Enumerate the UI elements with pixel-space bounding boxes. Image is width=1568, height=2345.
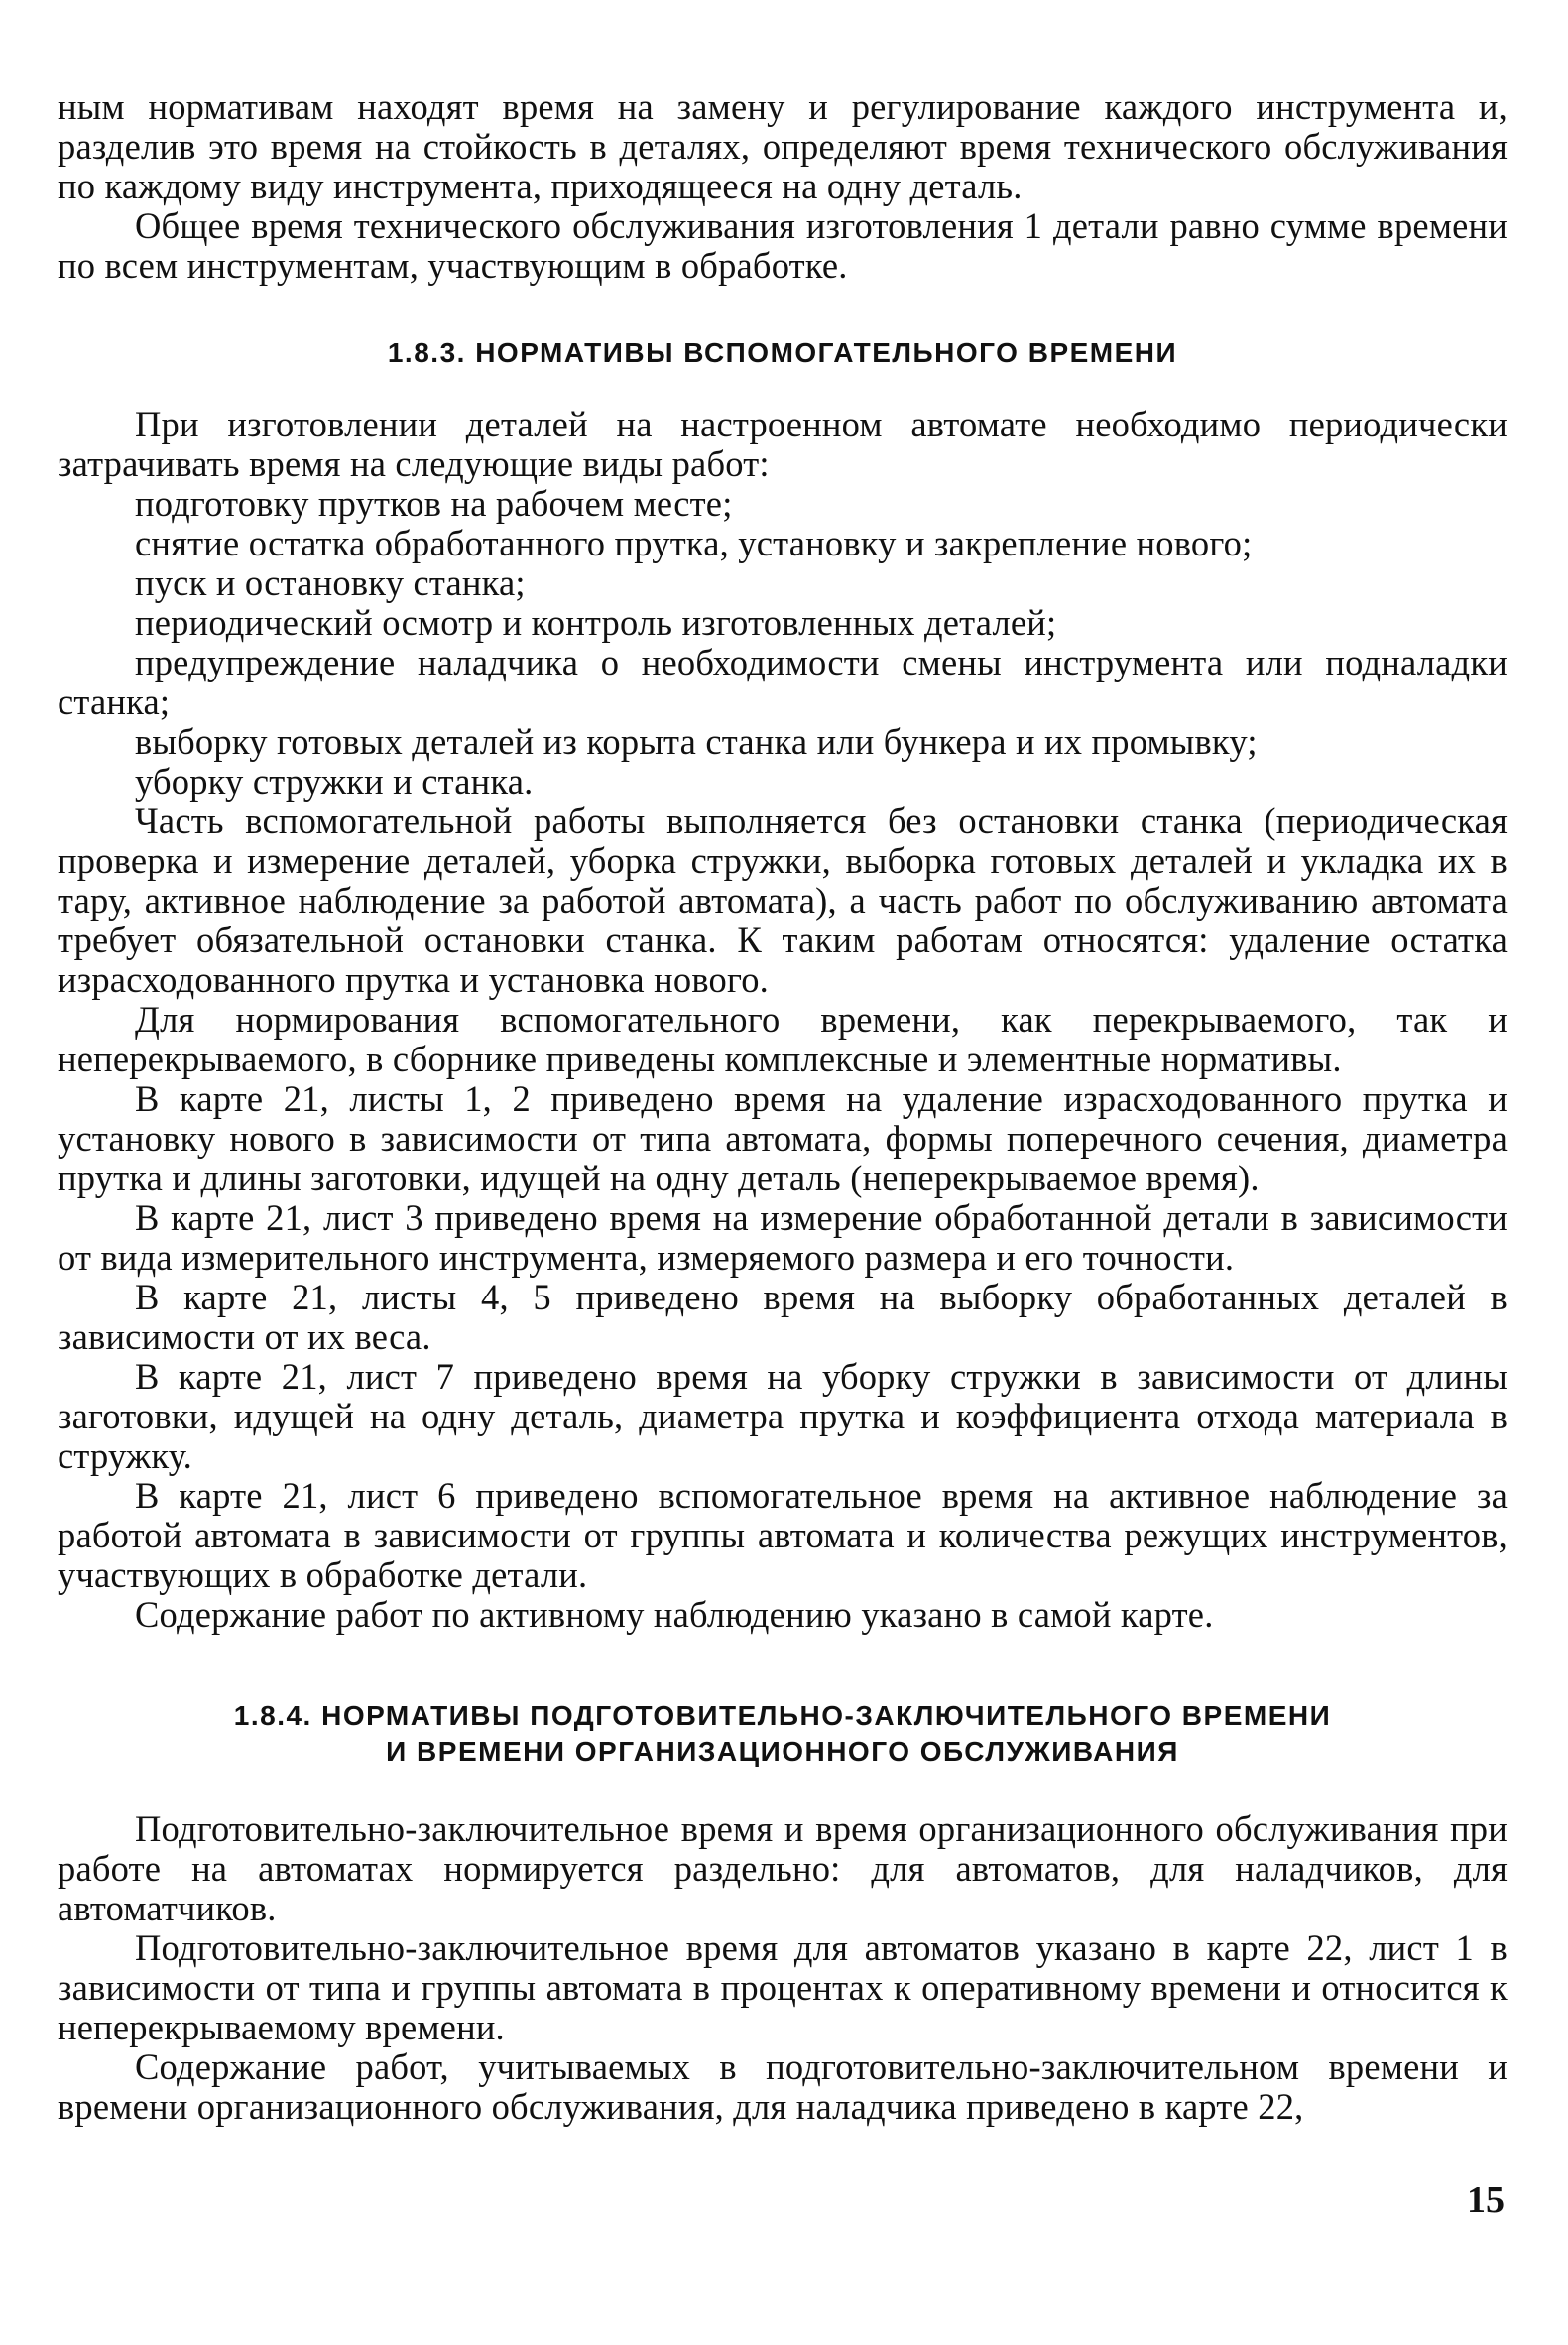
section-heading-line-2: И ВРЕМЕНИ ОРГАНИЗАЦИОННОГО ОБСЛУЖИВАНИЯ [386,1736,1179,1767]
list-item: уборку стружки и станка. [135,761,534,802]
section-184-paragraph: Содержание работ, учитываемых в подготовительно-заключительном времени и времени организационного обслуживания, для наладчика приведено в карте 22, [58,2046,1508,2127]
section-183-paragraph: Содержание работ по активному наблюдению указано в самой карте. [135,1594,1214,1635]
page-body [58,87,1508,2127]
section-183-paragraph: В карте 21, лист 6 приведено вспомогательное время на активное наблюдение за работой автомата в зависимости от группы автомата и количества режущих инструментов, участвующих в обработке детали. [58,1475,1508,1595]
list-item: выборку готовых деталей из корыта станка или бункера и их промывку; [135,721,1258,762]
section-183-paragraph: Часть вспомогательной работы выполняется без остановки станка (периодическая проверка и измерение деталей, уборка стружки, выборка готовых деталей и укладка их в тару, активное наблюдение за работой автомата), а часть работ по обслуживанию автомата требует обязательной остановки станка. К таким работам относятся: удаление остатка израсходованного прутка и установка нового. [58,801,1508,1000]
section-183-paragraph: В карте 21, листы 1, 2 приведено время на удаление израсходованного прутка и установку нового в зависимости от типа автомата, формы поперечного сечения, диаметра прутка и длины заготовки, идущей на одну деталь (неперекрываемое время). [58,1078,1508,1198]
section-183-paragraph: В карте 21, лист 3 приведено время на измерение обработанной детали в зависимости от вида измерительного инструмента, измеряемого размера и его точности. [58,1197,1508,1278]
list-item: периодический осмотр и контроль изготовленных деталей; [135,602,1057,643]
section-183-lead: При изготовлении деталей на настроенном автомате необходимо периодически затрачивать время на следующие виды работ: [58,404,1508,484]
section-heading-1-8-3: 1.8.3. НОРМАТИВЫ ВСПОМОГАТЕЛЬНОГО ВРЕМЕНИ [387,337,1178,368]
list-item: пуск и остановку станка; [135,562,526,603]
list-item: снятие остатка обработанного прутка, установку и закрепление нового; [135,523,1253,563]
section-heading-line-1: 1.8.4. НОРМАТИВЫ ПОДГОТОВИТЕЛЬНО-ЗАКЛЮЧИТЕЛЬНОГО ВРЕМЕНИ [233,1700,1332,1731]
section-heading-1-8-4 [58,1698,1508,1770]
page-number: 15 [1467,2179,1505,2221]
intro-paragraph-2: Общее время технического обслуживания изготовления 1 детали равно сумме времени по всем инструментам, участвующим в обработке. [58,205,1508,286]
section-184-paragraph: Подготовительно-заключительное время и время организационного обслуживания при работе на автоматах нормируется раздельно: для автоматов, для наладчиков, для автоматчиков. [58,1808,1508,1928]
intro-paragraph-1: ным нормативам находят время на замену и регулирование каждого инструмента и, разделив это время на стойкость в деталях, определяют время технического обслуживания по каждому виду инструмента, приходящееся на одну деталь. [58,86,1508,206]
list-item: подготовку прутков на рабочем месте; [135,483,733,524]
section-183-paragraph: В карте 21, листы 4, 5 приведено время на выборку обработанных деталей в зависимости от их веса. [58,1277,1508,1357]
list-item: предупреждение наладчика о необходимости смены инструмента или подналадки станка; [58,642,1508,722]
section-184-paragraph: Подготовительно-заключительное время для автоматов указано в карте 22, лист 1 в зависимости от типа и группы автомата в процентах к оперативному времени и относится к неперекрываемому времени. [58,1927,1508,2047]
section-183-paragraph: В карте 21, лист 7 приведено время на уборку стружки в зависимости от длины заготовки, идущей на одну деталь, диаметра прутка и коэффициента отхода материала в стружку. [58,1356,1508,1476]
section-183-paragraph: Для нормирования вспомогательного времени, как перекрываемого, так и неперекрываемого, в сборнике приведены комплексные и элементные нормативы. [58,999,1508,1079]
